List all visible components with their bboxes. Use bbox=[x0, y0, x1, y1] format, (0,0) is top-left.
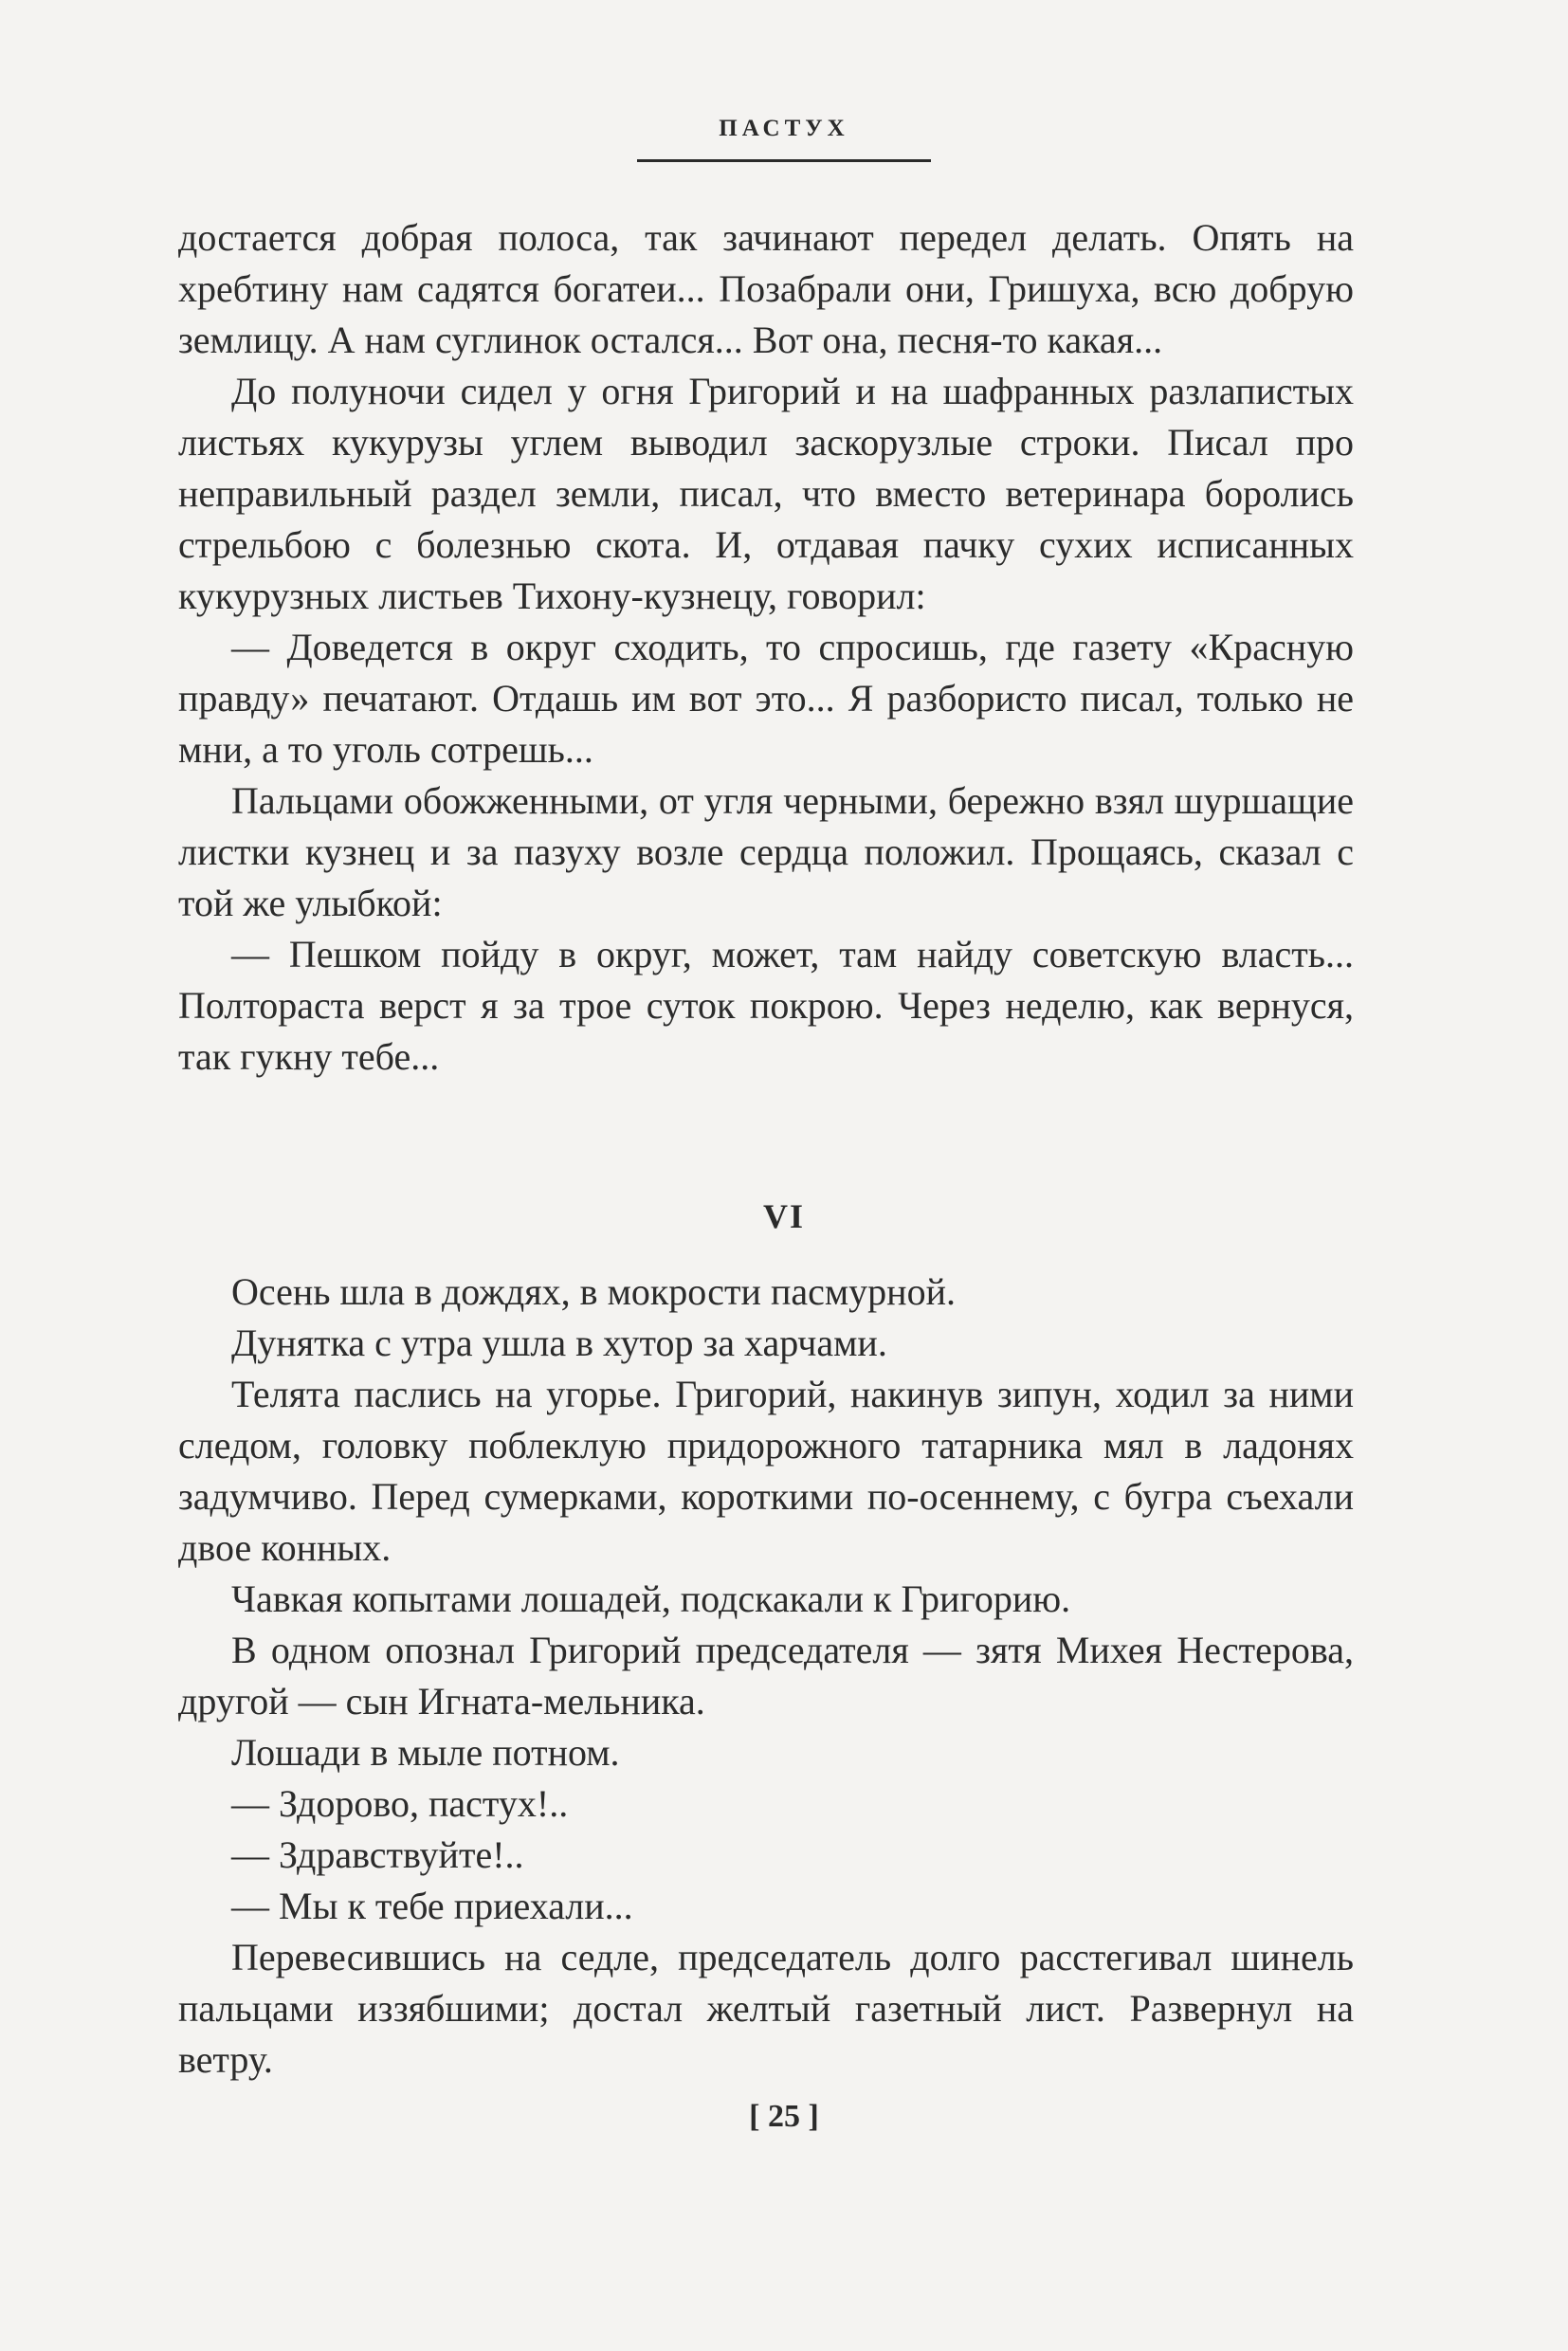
paragraph: Пальцами обожженными, от угля черными, бережно взял шуршащие листки кузнец и за пазуху возле сердца положил. Прощаясь, сказал с той же улыбкой: bbox=[178, 779, 1354, 924]
paragraph: Осень шла в дождях, в мокрости пасмурной. bbox=[231, 1270, 956, 1313]
paragraph: Лошади в мыле потном. bbox=[231, 1731, 620, 1774]
section-heading: VI bbox=[762, 1197, 805, 1235]
paragraph: достается добрая полоса, так зачинают передел делать. Опять на хребтину нам садятся богатеи... Позабрали они, Гришуха, всю добрую землицу. А нам суглинок остался... Вот она, песня-то какая... bbox=[178, 216, 1354, 361]
paragraph: Дунятка с утра ушла в хутор за харчами. bbox=[231, 1321, 887, 1364]
dialogue-line: — Здравствуйте!.. bbox=[231, 1833, 524, 1876]
paragraph: — Пешком пойду в округ, может, там найду советскую власть... Полтораста верст я за трое суток покрою. Через неделю, как вернуся, так гукну тебе... bbox=[178, 933, 1354, 1078]
paragraph: Телята паслись на угорье. Григорий, накинув зипун, ходил за ними следом, головку поблеклую придорожного татарника мял в ладонях задумчиво. Перед сумерками, короткими по-осеннему, с бугра съехали двое конных. bbox=[178, 1373, 1354, 1569]
text-block-bottom bbox=[178, 1267, 1354, 2086]
paragraph: До полуночи сидел у огня Григорий и на шафранных разлапистых листьях кукурузы углем выводил заскорузлые строки. Писал про неправильный раздел земли, писал, что вместо ветеринара боролись стрельбою с болезнью скота. И, отдавая пачку сухих исписанных кукурузных листьев Тихону-кузнецу, говорил: bbox=[178, 370, 1354, 617]
header-rule bbox=[637, 159, 931, 162]
paragraph: В одном опознал Григорий председателя — зятя Михея Нестерова, другой — сын Игната-мельника. bbox=[178, 1629, 1354, 1722]
running-head: ПАСТУХ bbox=[719, 116, 849, 141]
page-number: [ 25 ] bbox=[749, 2099, 819, 2134]
paragraph: Чавкая копытами лошадей, подскакали к Григорию. bbox=[231, 1577, 1071, 1620]
text-block-top bbox=[178, 212, 1354, 1083]
page-header bbox=[0, 116, 1568, 162]
paragraph: Перевесившись на седле, председатель долго расстегивал шинель пальцами иззябшими; достал желтый газетный лист. Развернул на ветру. bbox=[178, 1936, 1354, 2081]
dialogue-line: — Мы к тебе приехали... bbox=[231, 1885, 633, 1927]
paragraph: — Доведется в округ сходить, то спросишь, где газету «Красную правду» печатают. Отдашь им вот это... Я разбористо писал, только не мни, а то уголь сотрешь... bbox=[178, 626, 1354, 771]
dialogue-line: — Здорово, пастух!.. bbox=[231, 1782, 569, 1825]
